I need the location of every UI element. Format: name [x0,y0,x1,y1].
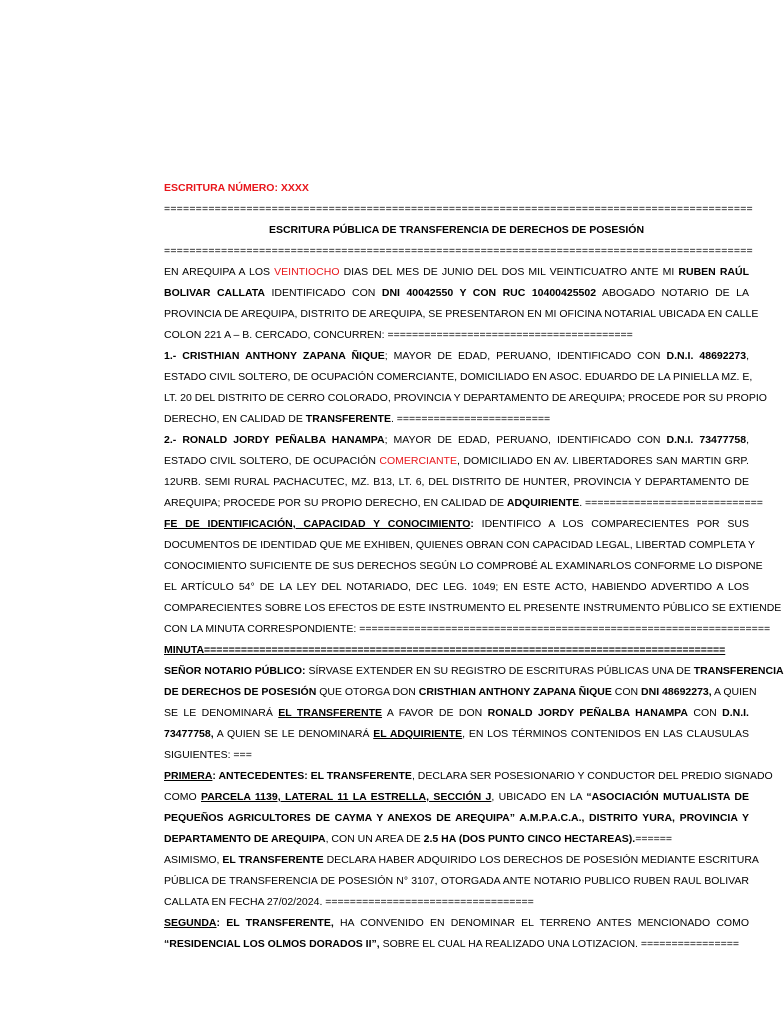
primera-line-7: CALLATA EN FECHA 27/02/2024. ================================== [164,896,534,908]
senor-line-4: 73477758, A QUIEN SE LE DENOMINARÁ EL ADQUIRIENTE, EN LOS TÉRMINOS CONTENIDOS EN LAS CLAUSULAS [164,728,749,740]
fe-line-5: COMPARECIENTES SOBRE LOS EFECTOS DE ESTE INSTRUMENTO EL PRESENTE INSTRUMENTO PÚBLICO SE EXTIENDE [164,602,782,614]
compareciente-2-line-2: ESTADO CIVIL SOLTERO, DE OCUPACIÓN COMERCIANTE, DOMICILIADO EN AV. LIBERTADORES SAN MARTIN GRP. [164,455,749,467]
fe-line-3: CONOCIMIENTO SUFICIENTE DE SUS DERECHOS SEGÚN LO COMPROBÉ AL EXAMINARLOS CONFORME LO DISPONE [164,560,763,572]
primera-line-2: COMO PARCELA 1139, LATERAL 11 LA ESTRELLA, SECCIÓN J, UBICADO EN LA “ASOCIACIÓN MUTUALISTA DE [164,791,749,803]
segunda-line-1: SEGUNDA: EL TRANSFERENTE, HA CONVENIDO EN DENOMINAR EL TERRENO ANTES MENCIONADO COMO [164,917,749,929]
segunda-line-2: “RESIDENCIAL LOS OLMOS DORADOS II”, SOBRE EL CUAL HA REALIZADO UNA LOTIZACION. ================ [164,938,739,950]
fe-line-2: DOCUMENTOS DE IDENTIDAD QUE ME EXHIBEN, QUIENES OBRAN CON CAPACIDAD LEGAL, LIBERTAD COMPLETA Y [164,539,756,551]
senor-line-2: DE DERECHOS DE POSESIÓN QUE OTORGA DON CRISTHIAN ANTHONY ZAPANA ÑIQUE CON DNI 48692273, A QUIEN [164,686,757,698]
fe-line-6: CON LA MINUTA CORRESPONDIENTE: =================================================================== [164,623,771,635]
fe-line-4: EL ARTÍCULO 54° DE LA LEY DEL NOTARIADO, DEC LEG. 1049; EN ESTE ACTO, HABIENDO ADVERTIDO A LOS [164,581,749,593]
primera-line-1: PRIMERA: ANTECEDENTES: EL TRANSFERENTE, DECLARA SER POSESIONARIO Y CONDUCTOR DEL PREDIO SIGNADO [164,770,773,782]
intro-line-2: BOLIVAR CALLATA IDENTIFICADO CON DNI 40042550 Y CON RUC 10400425502 ABOGADO NOTARIO DE LA [164,287,750,299]
senor-line-5: SIGUIENTES: === [164,749,252,761]
intro-line-4: COLON 221 A – B. CERCADO, CONCURREN: ======================================== [164,329,633,341]
senor-line-3: SE LE DENOMINARÁ EL TRANSFERENTE A FAVOR DE DON RONALD JORDY PEÑALBA HANAMPA CON D.N.I. [164,707,749,719]
compareciente-2-line-4: AREQUIPA; PROCEDE POR SU PROPIO DERECHO, EN CALIDAD DE ADQUIRIENTE. ============================= [164,497,763,509]
compareciente-1-line-2: ESTADO CIVIL SOLTERO, DE OCUPACIÓN COMERCIANTE, DOMICILIADO EN ASOC. EDUARDO DE LA PINIELLA MZ. E, [164,371,753,383]
primera-line-3: PEQUEÑOS AGRICULTORES DE CAYMA Y ANEXOS DE AREQUIPA” A.M.P.A.C.A., DISTRITO YURA, PROVINCIA Y [164,812,749,824]
deed-title: ESCRITURA PÚBLICA DE TRANSFERENCIA DE DERECHOS DE POSESIÓN [268,224,645,236]
primera-line-5: ASIMISMO, EL TRANSFERENTE DECLARA HABER ADQUIRIDO LOS DERECHOS DE POSESIÓN MEDIANTE ESCRITURA [164,854,759,866]
compareciente-2-line-1: 2.- RONALD JORDY PEÑALBA HANAMPA; MAYOR DE EDAD, PERUANO, IDENTIFICADO CON D.N.I. 73477758, [164,434,750,446]
separator-line: ============================================================================================= [164,203,753,215]
primera-line-6: PÚBLICA DE TRANSFERENCIA DE POSESIÓN N° 3107, OTORGADA ANTE NOTARIO PUBLICO RUBEN RAUL BOLIVAR [164,875,749,887]
notarial-deed-document [164,178,784,955]
compareciente-1-line-3: LT. 20 DEL DISTRITO DE CERRO COLORADO, PROVINCIA Y DEPARTAMENTO DE AREQUIPA; PROCEDE POR SU PROPIO [164,392,767,404]
intro-line-3: PROVINCIA DE AREQUIPA, DISTRITO DE AREQUIPA, SE PRESENTARON EN MI OFICINA NOTARIAL UBICADA EN CALLE [164,308,759,320]
intro-line-1: EN AREQUIPA A LOS VEINTIOCHO DIAS DEL MES DE JUNIO DEL DOS MIL VEINTICUATRO ANTE MI RUBEN RAÚL [164,266,749,278]
separator-line: ============================================================================================= [164,245,753,257]
primera-line-4: DEPARTAMENTO DE AREQUIPA, CON UN AREA DE 2.5 HA (DOS PUNTO CINCO HECTAREAS).====== [164,833,672,845]
compareciente-1-line-1: 1.- CRISTHIAN ANTHONY ZAPANA ÑIQUE; MAYOR DE EDAD, PERUANO, IDENTIFICADO CON D.N.I. 48692273, [164,350,750,362]
compareciente-1-line-4: DERECHO, EN CALIDAD DE TRANSFERENTE. ========================= [164,413,551,425]
compareciente-2-line-3: 12URB. SEMI RURAL PACHACUTEC, MZ. B13, LT. 6, DEL DISTRITO DE HUNTER, PROVINCIA Y DEPARTAMENTO DE [164,476,749,488]
deed-number: ESCRITURA NÚMERO: XXXX [164,182,309,194]
fe-line-1: FE DE IDENTIFICACIÓN, CAPACIDAD Y CONOCIMIENTO: IDENTIFICO A LOS COMPARECIENTES POR SUS [164,518,749,530]
senor-line-1: SEÑOR NOTARIO PÚBLICO: SÍRVASE EXTENDER EN SU REGISTRO DE ESCRITURAS PÚBLICAS UNA DE TRANSFERENCIA [164,665,784,677]
minuta-heading: MINUTA===================================================================================== [164,644,726,656]
